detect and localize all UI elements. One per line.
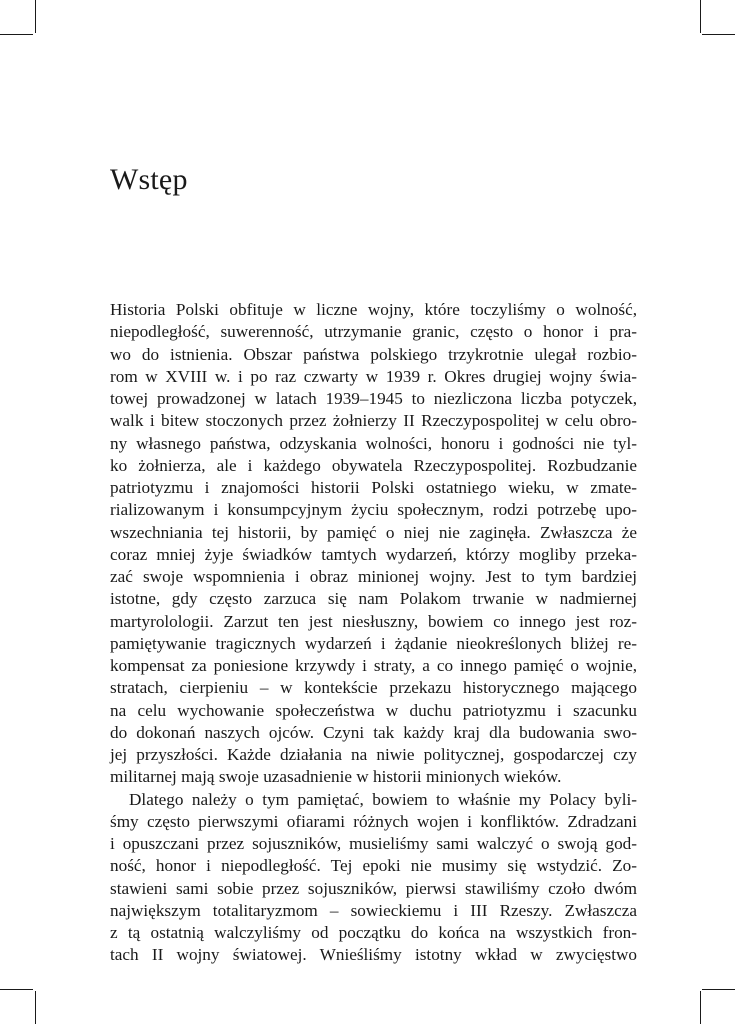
text-line: coraz mniej żyje świadków tamtych wydarzeń, którzy mogliby przeka- [110, 544, 637, 564]
paragraph [110, 299, 637, 789]
text-line: istotne, gdy często zarzuca się nam Polakom trwanie w nadmiernej [110, 589, 637, 609]
text-line: patriotyzmu i znajomości historii Polski ostatniego wieku, w zmate- [110, 478, 637, 497]
crop-mark-bottom-right [702, 989, 735, 990]
text-line: kompensat za poniesione krzywdy i straty, a co innego pamięć o wojnie, [110, 656, 637, 675]
text-line: jej przyszłości. Każde działania na niwie politycznej, gospodarczej czy [110, 745, 637, 764]
text-line: rom w XVIII w. i po raz czwarty w 1939 r. Okres drugiej wojny świa- [110, 366, 637, 386]
crop-mark-bottom-left [0, 989, 33, 990]
body-text [110, 299, 637, 967]
crop-mark-bottom-right [700, 991, 701, 1024]
text-line: ność, honor i niepodległość. Tej epoki nie musimy się wstydzić. Zo- [110, 856, 637, 876]
text-line: militarnej mają swoje uzasadnienie w historii minionych wieków. [110, 767, 562, 787]
crop-mark-top-left [0, 34, 33, 35]
text-line: wo do istnienia. Obszar państwa polskiego trzykrotnie ulegał rozbio- [110, 344, 637, 364]
text-line: niepodległość, suwerenność, utrzymanie granic, często o honor i pra- [110, 322, 637, 342]
text-line: rializowanym i konsumpcyjnym życiu społecznym, rodzi potrzebę upo- [110, 500, 637, 520]
chapter-heading: Wstęp [110, 163, 188, 196]
text-line: stawieni sami sobie przez sojuszników, pierwsi stawiliśmy czoło dwóm [110, 878, 637, 898]
text-line: tach II wojny światowej. Wnieśliśmy istotny wkład w zwycięstwo [110, 945, 637, 965]
text-line: martyrolologii. Zarzut ten jest niesłuszny, bowiem co innego jest roz- [110, 611, 637, 631]
text-line: ny własnego państwa, odzyskania wolności, honoru i godności nie tyl- [110, 433, 637, 453]
text-line: ko żołnierza, ale i każdego obywatela Rzeczypospolitej. Rozbudzanie [110, 455, 637, 475]
text-line: do dokonań naszych ojców. Czyni tak każdy kraj dla budowania swo- [110, 722, 637, 742]
text-line: zać swoje wspomnienia i obraz minionej wojny. Jest to tym bardziej [110, 567, 637, 586]
crop-mark-top-right [700, 0, 701, 33]
text-line: wszechniania tej historii, by pamięć o niej nie zaginęła. Zwłaszcza że [110, 522, 637, 542]
text-line: Dlatego należy o tym pamiętać, bowiem to właśnie my Polacy byli- [129, 789, 637, 809]
text-line: śmy często pierwszymi ofiarami różnych wojen i konfliktów. Zdradzani [110, 811, 637, 831]
crop-mark-bottom-left [35, 991, 36, 1024]
text-line: towej prowadzonej w latach 1939–1945 to niezliczona liczba potyczek, [110, 389, 637, 408]
crop-mark-top-left [35, 0, 36, 33]
text-line: z tą ostatnią walczyliśmy od początku do końca na wszystkich fron- [110, 923, 637, 942]
text-line: stratach, cierpieniu – w kontekście przekazu historycznego mającego [110, 678, 637, 698]
text-line: Historia Polski obfituje w liczne wojny, które toczyliśmy o wolność, [110, 300, 637, 319]
paragraph [110, 789, 637, 967]
text-line: pamiętywanie tragicznych wydarzeń i żądanie nieokreślonych bliżej re- [110, 633, 637, 653]
crop-mark-top-right [702, 34, 735, 35]
text-line: największym totalitaryzmom – sowieckiemu i III Rzeszy. Zwłaszcza [110, 900, 637, 920]
text-line: walk i bitew stoczonych przez żołnierzy II Rzeczypospolitej w celu obro- [110, 411, 637, 431]
text-line: na celu wychowanie społeczeństwa w duchu patriotyzmu i szacunku [110, 700, 637, 720]
text-line: i opuszczani przez sojuszników, musieliśmy sami walczyć o swoją god- [110, 834, 637, 853]
